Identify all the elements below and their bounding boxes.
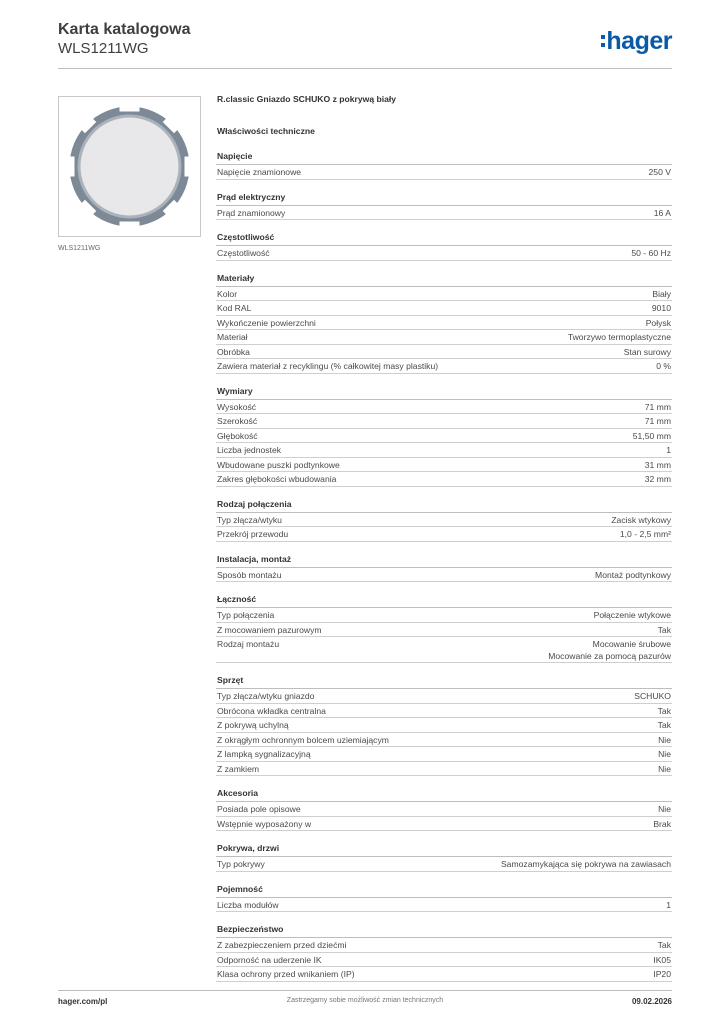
spec-value: 1	[666, 445, 671, 455]
spec-group-title: Pokrywa, drzwi	[216, 843, 672, 857]
socket-illustration	[59, 97, 200, 236]
spec-value: Tak	[657, 720, 671, 730]
spec-group-title: Napięcie	[216, 151, 672, 165]
image-caption: WLS1211WG	[58, 245, 101, 252]
spec-label: Rodzaj montażu	[217, 639, 280, 649]
spec-row	[216, 953, 672, 968]
spec-value: Nie	[658, 763, 671, 774]
spec-label: Wbudowane puszki podtynkowe	[217, 459, 340, 470]
spec-value: 32 mm	[644, 474, 671, 484]
spec-label: Typ złącza/wtyku gniazdo	[217, 691, 315, 701]
spec-label: Wykończenie powierzchni	[217, 317, 316, 328]
section-title: Właściwości techniczne	[217, 126, 315, 136]
spec-label: Z zabezpieczeniem przed dziećmi	[217, 940, 347, 950]
spec-group	[216, 788, 672, 831]
spec-label: Materiał	[217, 332, 248, 342]
spec-group	[216, 675, 672, 776]
frame-notch	[120, 222, 140, 231]
spec-group	[216, 843, 672, 872]
spec-label: Posiada pole opisowe	[217, 804, 301, 814]
spec-label: Szerokość	[217, 416, 258, 426]
spec-row	[216, 704, 672, 719]
spec-row	[216, 623, 672, 638]
spec-group	[216, 386, 672, 487]
document-header	[58, 20, 190, 58]
spec-group	[216, 499, 672, 542]
spec-row	[216, 938, 672, 953]
spec-row	[216, 316, 672, 331]
spec-label: Częstotliwość	[217, 248, 270, 258]
spec-row	[216, 637, 672, 663]
spec-value: SCHUKO	[634, 691, 671, 701]
spec-value: Połysk	[645, 317, 671, 328]
spec-value: 9010	[651, 303, 671, 313]
spec-value: Montaż podtynkowy	[595, 569, 671, 580]
spec-group-title: Materiały	[216, 273, 672, 287]
spec-row	[216, 400, 672, 415]
spec-row	[216, 206, 672, 221]
spec-group-title: Łączność	[216, 594, 672, 608]
spec-value: Połączenie wtykowe	[593, 610, 671, 620]
spec-value: Tak	[657, 624, 671, 635]
spec-group	[216, 273, 672, 374]
spec-group	[216, 924, 672, 982]
spec-group-title: Prąd elektryczny	[216, 192, 672, 206]
spec-row	[216, 287, 672, 302]
spec-group-title: Sprzęt	[216, 675, 672, 689]
spec-row	[216, 718, 672, 733]
spec-row	[216, 747, 672, 762]
spec-label: Sposób montażu	[217, 569, 282, 580]
spec-label: Z okrągłym ochronnym bolcem uziemiającym	[217, 734, 389, 745]
spec-label: Obróbka	[217, 346, 250, 357]
spec-group-title: Akcesoria	[216, 788, 672, 802]
spec-group-title: Rodzaj połączenia	[216, 499, 672, 513]
spec-value: 50 - 60 Hz	[631, 248, 671, 258]
spec-group	[216, 151, 672, 180]
spec-value: Biały	[652, 288, 671, 299]
footer-divider	[58, 990, 672, 991]
spec-group-title: Instalacja, montaż	[216, 554, 672, 568]
spec-row	[216, 359, 672, 374]
spec-value: Tak	[657, 705, 671, 716]
spec-value: Tworzywo termoplastyczne	[567, 332, 671, 342]
spec-label: Kolor	[217, 288, 238, 299]
footer-disclaimer: Zastrzegamy sobie możliwość zmian technicznych	[286, 997, 444, 1004]
spec-label: Typ złącza/wtyku	[217, 514, 282, 525]
spec-group	[216, 192, 672, 221]
spec-value: IP20	[653, 969, 671, 979]
spec-value: Mocowanie śrubowe Mocowanie za pomocą pazurów	[548, 639, 671, 661]
footer-website[interactable]: hager.com/pl	[58, 997, 108, 1006]
spec-value: 31 mm	[644, 459, 671, 470]
header-divider	[58, 68, 672, 69]
page-footer	[58, 997, 672, 1009]
logo-text: hager	[606, 27, 672, 55]
spec-row	[216, 443, 672, 458]
spec-value: 71 mm	[644, 401, 671, 412]
spec-label: Z zamkiem	[217, 763, 260, 774]
spec-label: Klasa ochrony przed wnikaniem (IP)	[217, 969, 355, 979]
product-title: R.classic Gniazdo SCHUKO z pokrywą biały	[217, 94, 397, 104]
spec-value: 51,50 mm	[632, 430, 671, 441]
spec-row	[216, 527, 672, 542]
spec-row	[216, 689, 672, 704]
spec-value: Zacisk wtykowy	[611, 514, 671, 525]
logo-dot-icon	[601, 35, 605, 39]
spec-label: Zawiera materiał z recyklingu (% całkowitej masy plastiku)	[217, 361, 439, 371]
spec-value: 0 %	[656, 361, 671, 371]
spec-label: Liczba jednostek	[217, 445, 282, 455]
spec-groups	[216, 151, 672, 982]
logo-dot-icon	[601, 43, 605, 47]
spec-label: Z mocowaniem pazurowym	[217, 624, 322, 635]
frame-notch	[66, 157, 75, 177]
spec-label: Wstępnie wyposażony w	[217, 818, 312, 829]
spec-group-title: Bezpieczeństwo	[216, 924, 672, 938]
frame-notch	[120, 103, 140, 112]
spec-value: Nie	[658, 734, 671, 745]
spec-value: Samozamykająca się pokrywa na zawiasach	[500, 859, 671, 869]
product-code: WLS1211WG	[58, 40, 149, 57]
spec-row	[216, 330, 672, 345]
spec-row	[216, 568, 672, 583]
spec-row	[216, 967, 672, 982]
spec-label: Obrócona wkładka centralna	[217, 705, 326, 716]
spec-row	[216, 246, 672, 261]
spec-value: Brak	[653, 818, 671, 829]
spec-content	[216, 92, 672, 994]
product-image	[58, 96, 201, 237]
hager-logo	[601, 28, 672, 54]
spec-value: 1	[666, 899, 671, 910]
spec-group	[216, 884, 672, 913]
spec-group-title: Pojemność	[216, 884, 672, 898]
spec-row	[216, 733, 672, 748]
document-title: Karta katalogowa	[58, 21, 191, 38]
spec-value: 250 V	[648, 167, 671, 177]
footer-date: 09.02.2026	[631, 997, 672, 1006]
spec-row	[216, 345, 672, 360]
spec-row	[216, 802, 672, 817]
spec-label: Zakres głębokości wbudowania	[217, 474, 337, 484]
spec-group	[216, 554, 672, 583]
spec-label: Liczba modułów	[217, 899, 279, 910]
spec-group-title: Wymiary	[216, 386, 672, 400]
spec-label: Prąd znamionowy	[217, 207, 286, 218]
spec-group-title: Częstotliwość	[216, 232, 672, 246]
spec-label: Przekrój przewodu	[217, 529, 289, 539]
spec-row	[216, 301, 672, 316]
spec-row	[216, 429, 672, 444]
spec-row	[216, 458, 672, 473]
spec-row	[216, 608, 672, 623]
spec-value: 1,0 - 2,5 mm²	[619, 529, 671, 539]
spec-row	[216, 414, 672, 429]
spec-row	[216, 165, 672, 180]
spec-label: Z lampką sygnalizacyjną	[217, 749, 311, 759]
spec-group	[216, 232, 672, 261]
spec-label: Odporność na uderzenie IK	[217, 954, 322, 965]
socket-face	[81, 118, 179, 216]
spec-row	[216, 472, 672, 487]
spec-row	[216, 513, 672, 528]
spec-label: Wysokość	[217, 401, 257, 412]
spec-label: Typ pokrywy	[217, 859, 265, 869]
spec-value: Tak	[657, 940, 671, 950]
spec-row	[216, 898, 672, 913]
spec-label: Głębokość	[217, 430, 258, 441]
spec-group	[216, 594, 672, 663]
spec-value: Stan surowy	[623, 346, 671, 357]
spec-label: Napięcie znamionowe	[217, 167, 302, 177]
spec-value: IK05	[653, 954, 671, 965]
frame-notch	[185, 157, 194, 177]
spec-row	[216, 857, 672, 872]
spec-label: Kod RAL	[217, 303, 252, 313]
spec-value: Nie	[658, 749, 671, 759]
spec-label: Typ połączenia	[217, 610, 275, 620]
spec-row	[216, 817, 672, 832]
spec-row	[216, 762, 672, 777]
spec-value: Nie	[658, 804, 671, 814]
spec-value: 16 A	[653, 207, 671, 218]
spec-value: 71 mm	[644, 416, 671, 426]
spec-label: Z pokrywą uchylną	[217, 720, 289, 730]
